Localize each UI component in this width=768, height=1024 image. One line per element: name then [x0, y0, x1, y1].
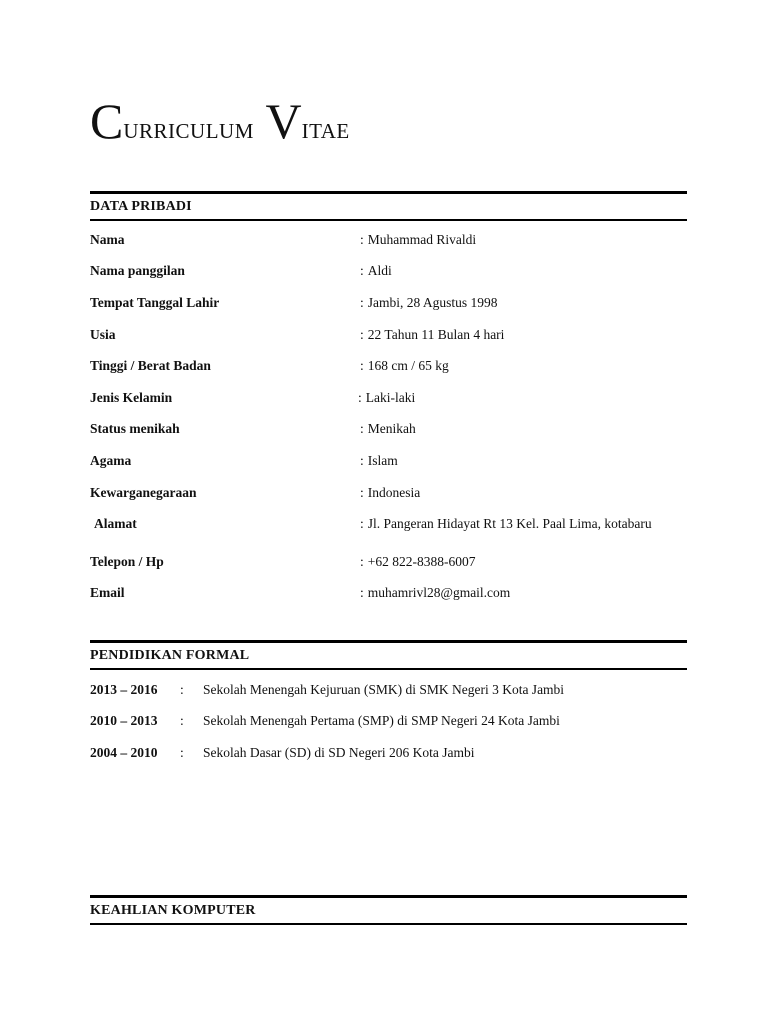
field-label: Email — [90, 585, 125, 600]
field-value: : Jl. Pangeran Hidayat Rt 13 Kel. Paal Lima, kotabaru — [360, 516, 652, 531]
field-row-status-menikah — [90, 419, 690, 439]
computer-skills-section-header — [90, 895, 687, 925]
title-rest-itae: ITAE — [301, 119, 350, 143]
education-separator: : — [180, 682, 184, 697]
field-value: : Islam — [360, 453, 398, 468]
field-row-jenis-kelamin — [90, 388, 690, 408]
document-title — [90, 93, 350, 149]
field-row-alamat — [90, 514, 690, 534]
field-value: : 22 Tahun 11 Bulan 4 hari — [360, 327, 505, 342]
computer-skills-heading: KEAHLIAN KOMPUTER — [90, 903, 256, 918]
field-value: : +62 822-8388-6007 — [360, 554, 476, 569]
education-years: 2004 – 2010 — [90, 745, 158, 760]
field-label: Status menikah — [90, 421, 180, 436]
education-row — [90, 680, 690, 700]
field-label: Agama — [90, 453, 132, 468]
field-label: Alamat — [94, 516, 137, 531]
education-heading: PENDIDIKAN FORMAL — [90, 648, 250, 663]
section-bottom-rule — [90, 219, 687, 221]
field-row-nama-panggilan — [90, 261, 690, 281]
field-value: : Laki-laki — [358, 390, 416, 405]
education-section-header — [90, 640, 687, 670]
field-value: : Menikah — [360, 421, 416, 436]
field-row-nama — [90, 230, 690, 250]
education-description: Sekolah Menengah Pertama (SMP) di SMP Negeri 24 Kota Jambi — [203, 713, 560, 728]
field-value: : Indonesia — [360, 485, 421, 500]
education-description: Sekolah Dasar (SD) di SD Negeri 206 Kota Jambi — [203, 745, 475, 760]
field-value: : muhamrivl28@gmail.com — [360, 585, 511, 600]
field-label: Tempat Tanggal Lahir — [90, 295, 220, 310]
personal-data-heading: DATA PRIBADI — [90, 199, 192, 214]
section-bottom-rule — [90, 923, 687, 925]
education-years: 2010 – 2013 — [90, 713, 158, 728]
field-row-usia — [90, 325, 690, 345]
title-initial-c: C — [90, 93, 124, 149]
field-row-kewarganegaraan — [90, 483, 690, 503]
education-description: Sekolah Menengah Kejuruan (SMK) di SMK Negeri 3 Kota Jambi — [203, 682, 565, 697]
field-row-email — [90, 583, 690, 603]
field-value: : Muhammad Rivaldi — [360, 232, 477, 247]
education-row — [90, 743, 690, 763]
education-row — [90, 711, 690, 731]
field-label: Usia — [90, 327, 116, 342]
education-years: 2013 – 2016 — [90, 682, 158, 697]
field-label: Tinggi / Berat Badan — [90, 358, 211, 373]
education-separator: : — [180, 745, 184, 760]
title-rest-urriculum: URRICULUM — [123, 119, 254, 143]
title-initial-v: V — [265, 93, 302, 149]
field-row-agama — [90, 451, 690, 471]
field-label: Kewarganegaraan — [90, 485, 197, 500]
field-value: : Aldi — [360, 263, 392, 278]
field-label: Telepon / Hp — [90, 554, 164, 569]
field-row-telepon — [90, 552, 690, 572]
personal-data-section-header — [90, 191, 687, 221]
field-label: Jenis Kelamin — [90, 390, 173, 405]
field-row-tempat-tanggal-lahir — [90, 293, 690, 313]
field-label: Nama panggilan — [90, 263, 185, 278]
field-row-tinggi-berat-badan — [90, 356, 690, 376]
section-bottom-rule — [90, 668, 687, 670]
field-value: : Jambi, 28 Agustus 1998 — [360, 295, 498, 310]
education-separator: : — [180, 713, 184, 728]
field-label: Nama — [90, 232, 125, 247]
field-value: : 168 cm / 65 kg — [360, 358, 449, 373]
